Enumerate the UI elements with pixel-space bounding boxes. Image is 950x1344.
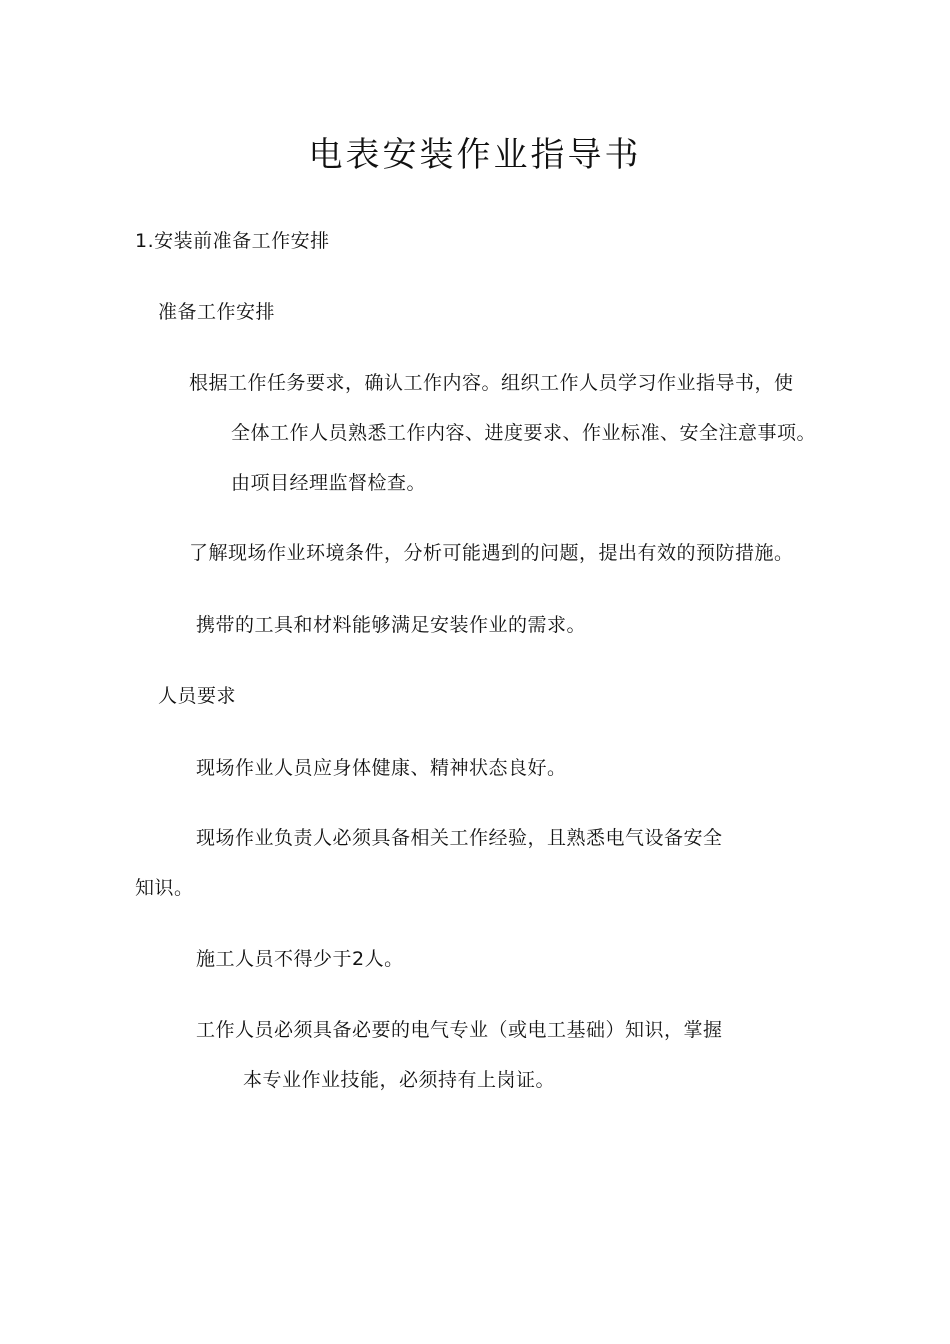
- preparation-paragraph-line-1: 根据工作任务要求，确认工作内容。组织工作人员学习作业指导书，使: [189, 372, 794, 394]
- document-title: 电表安装作业指导书: [308, 135, 642, 175]
- personnel-leader-item-line-1: 现场作业负责人必须具备相关工作经验，且熟悉电气设备安全: [196, 827, 723, 849]
- personnel-count-item: 施工人员不得少于2人。: [196, 948, 404, 970]
- preparation-paragraph-line-3: 由项目经理监督检查。: [231, 472, 427, 494]
- preparation-environment-item: 了解现场作业环境条件，分析可能遇到的问题，提出有效的预防措施。: [189, 542, 794, 564]
- personnel-skill-item-line-2: 本专业作业技能，必须持有上岗证。: [243, 1069, 556, 1091]
- subheading-preparation: 准备工作安排: [158, 301, 276, 323]
- preparation-tools-item: 携带的工具和材料能够满足安装作业的需求。: [196, 614, 587, 636]
- section-heading-1: 1.安装前准备工作安排: [135, 230, 330, 252]
- personnel-skill-item-line-1: 工作人员必须具备必要的电气专业（或电工基础）知识，掌握: [196, 1019, 723, 1041]
- personnel-health-item: 现场作业人员应身体健康、精神状态良好。: [196, 757, 567, 779]
- personnel-leader-item-line-2: 知识。: [135, 877, 194, 899]
- preparation-paragraph-line-2: 全体工作人员熟悉工作内容、进度要求、作业标准、安全注意事项。: [231, 422, 817, 444]
- subheading-personnel: 人员要求: [158, 685, 237, 707]
